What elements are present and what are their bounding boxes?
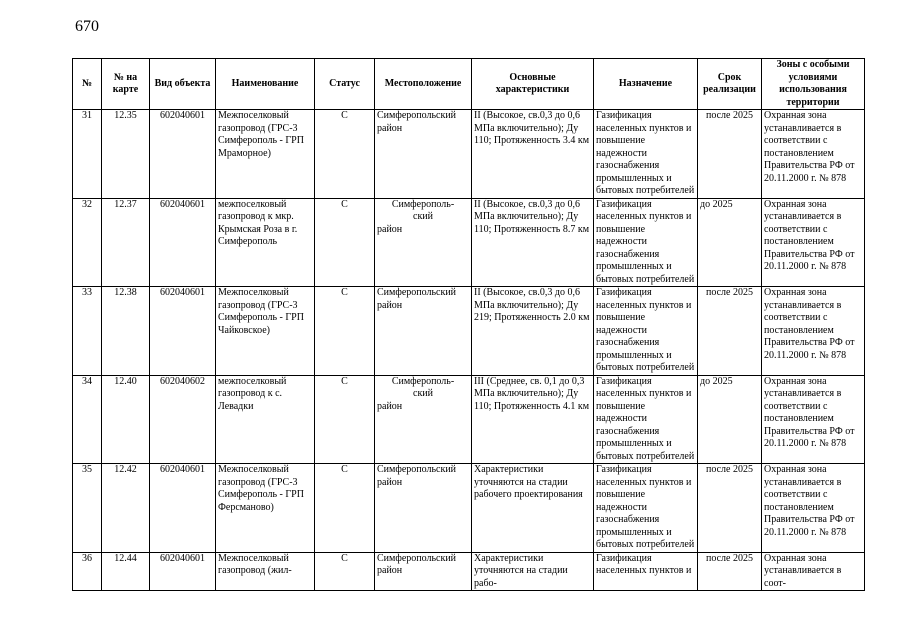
cell-location: Симферопольский район	[375, 110, 472, 199]
header-purpose: Назначение	[594, 59, 698, 110]
cell-name: межпоселковый газопровод к с. Левадки	[216, 375, 315, 464]
cell-location: Симферопольский район	[375, 552, 472, 591]
cell-number: 34	[73, 375, 102, 464]
cell-characteristics: Характеристики уточняются на стадии рабо-	[472, 552, 594, 591]
table-row	[73, 110, 865, 199]
header-location: Местоположение	[375, 59, 472, 110]
cell-term: до 2025	[698, 375, 762, 464]
cell-number: 36	[73, 552, 102, 591]
cell-map-number: 12.35	[102, 110, 150, 199]
header-map-number: № на карте	[102, 59, 150, 110]
cell-object-type: 602040601	[150, 110, 216, 199]
header-term: Срок реализации	[698, 59, 762, 110]
header-name: Наименование	[216, 59, 315, 110]
cell-term: после 2025	[698, 287, 762, 376]
cell-status: С	[315, 552, 375, 591]
cell-object-type: 602040602	[150, 375, 216, 464]
cell-status: С	[315, 198, 375, 287]
cell-object-type: 602040601	[150, 287, 216, 376]
location-line: ский	[413, 388, 433, 399]
cell-zones: Охранная зона устанавливается в соответствии с постановлением Правительства РФ от 20.11.2000 г. № 878	[762, 287, 865, 376]
cell-name: Межпоселковый газопровод (ГРС-3 Симферополь - ГРП Чайковское)	[216, 287, 315, 376]
cell-purpose: Газификация населенных пунктов и повышение надежности газоснабжения промышленных и бытовых потребителей	[594, 198, 698, 287]
cell-location	[375, 375, 472, 464]
location-line: ский	[413, 211, 433, 222]
cell-zones: Охранная зона устанавливается в соответствии с постановлением Правительства РФ от 20.11.2000 г. № 878	[762, 110, 865, 199]
cell-purpose: Газификация населенных пунктов и повышение надежности газоснабжения промышленных и бытовых потребителей	[594, 287, 698, 376]
cell-name: Межпоселковый газопровод (ГРС-3 Симферополь - ГРП Ферсманово)	[216, 464, 315, 553]
table-row	[73, 464, 865, 553]
cell-term: после 2025	[698, 110, 762, 199]
location-line: Симферополь-	[391, 198, 455, 210]
table-header-row	[73, 59, 865, 110]
cell-characteristics: II (Высокое, св.0,3 до 0,6 МПа включительно); Ду 110; Протяженность 8.7 км	[472, 198, 594, 287]
cell-zones: Охранная зона устанавливается в соответствии с постановлением Правительства РФ от 20.11.2000 г. № 878	[762, 375, 865, 464]
cell-name: Межпоселковый газопровод (жил-	[216, 552, 315, 591]
cell-term: после 2025	[698, 464, 762, 553]
cell-map-number: 12.42	[102, 464, 150, 553]
cell-zones: Охранная зона устанавливается в соот-	[762, 552, 865, 591]
cell-number: 32	[73, 198, 102, 287]
cell-status: С	[315, 110, 375, 199]
page-number: 670	[75, 18, 99, 35]
cell-number: 35	[73, 464, 102, 553]
cell-map-number: 12.37	[102, 198, 150, 287]
location-line: район	[377, 223, 403, 235]
location-line: район	[377, 400, 403, 412]
header-characteristics: Основные характеристики	[472, 59, 594, 110]
cell-status: С	[315, 287, 375, 376]
cell-name: межпоселковый газопровод к мкр. Крымская Роза в г. Симферополь	[216, 198, 315, 287]
cell-characteristics: II (Высокое, св.0,3 до 0,6 МПа включительно); Ду 110; Протяженность 3.4 км	[472, 110, 594, 199]
location-line: Симферополь-	[391, 375, 455, 387]
cell-purpose: Газификация населенных пунктов и повышение надежности газоснабжения промышленных и бытовых потребителей	[594, 110, 698, 199]
cell-zones: Охранная зона устанавливается в соответствии с постановлением Правительства РФ от 20.11.2000 г. № 878	[762, 464, 865, 553]
cell-term: до 2025	[698, 198, 762, 287]
header-status: Статус	[315, 59, 375, 110]
cell-number: 31	[73, 110, 102, 199]
cell-object-type: 602040601	[150, 464, 216, 553]
cell-map-number: 12.38	[102, 287, 150, 376]
cell-number: 33	[73, 287, 102, 376]
cell-purpose: Газификация населенных пунктов и повышение надежности газоснабжения промышленных и бытовых потребителей	[594, 464, 698, 553]
objects-table	[72, 58, 865, 591]
cell-characteristics: Характеристики уточняются на стадии рабочего проектирования	[472, 464, 594, 553]
cell-map-number: 12.40	[102, 375, 150, 464]
cell-object-type: 602040601	[150, 552, 216, 591]
cell-status: С	[315, 375, 375, 464]
cell-purpose: Газификация населенных пунктов и	[594, 552, 698, 591]
header-number: №	[73, 59, 102, 110]
cell-purpose: Газификация населенных пунктов и повышение надежности газоснабжения промышленных и бытовых потребителей	[594, 375, 698, 464]
cell-location: Симферопольский район	[375, 464, 472, 553]
header-object-type: Вид объекта	[150, 59, 216, 110]
cell-object-type: 602040601	[150, 198, 216, 287]
cell-location: Симферопольский район	[375, 287, 472, 376]
cell-term: после 2025	[698, 552, 762, 591]
table-row	[73, 552, 865, 591]
cell-status: С	[315, 464, 375, 553]
cell-name: Межпоселковый газопровод (ГРС-3 Симферополь - ГРП Мраморное)	[216, 110, 315, 199]
cell-characteristics: II (Высокое, св.0,3 до 0,6 МПа включительно); Ду 219; Протяженность 2.0 км	[472, 287, 594, 376]
cell-location	[375, 198, 472, 287]
cell-map-number: 12.44	[102, 552, 150, 591]
table-row	[73, 287, 865, 376]
cell-zones: Охранная зона устанавливается в соответствии с постановлением Правительства РФ от 20.11.2000 г. № 878	[762, 198, 865, 287]
cell-characteristics: III (Среднее, св. 0,1 до 0,3 МПа включительно); Ду 110; Протяженность 4.1 км	[472, 375, 594, 464]
table-row	[73, 375, 865, 464]
table-row	[73, 198, 865, 287]
header-zones: Зоны с особыми условиями использования территории	[762, 59, 865, 110]
